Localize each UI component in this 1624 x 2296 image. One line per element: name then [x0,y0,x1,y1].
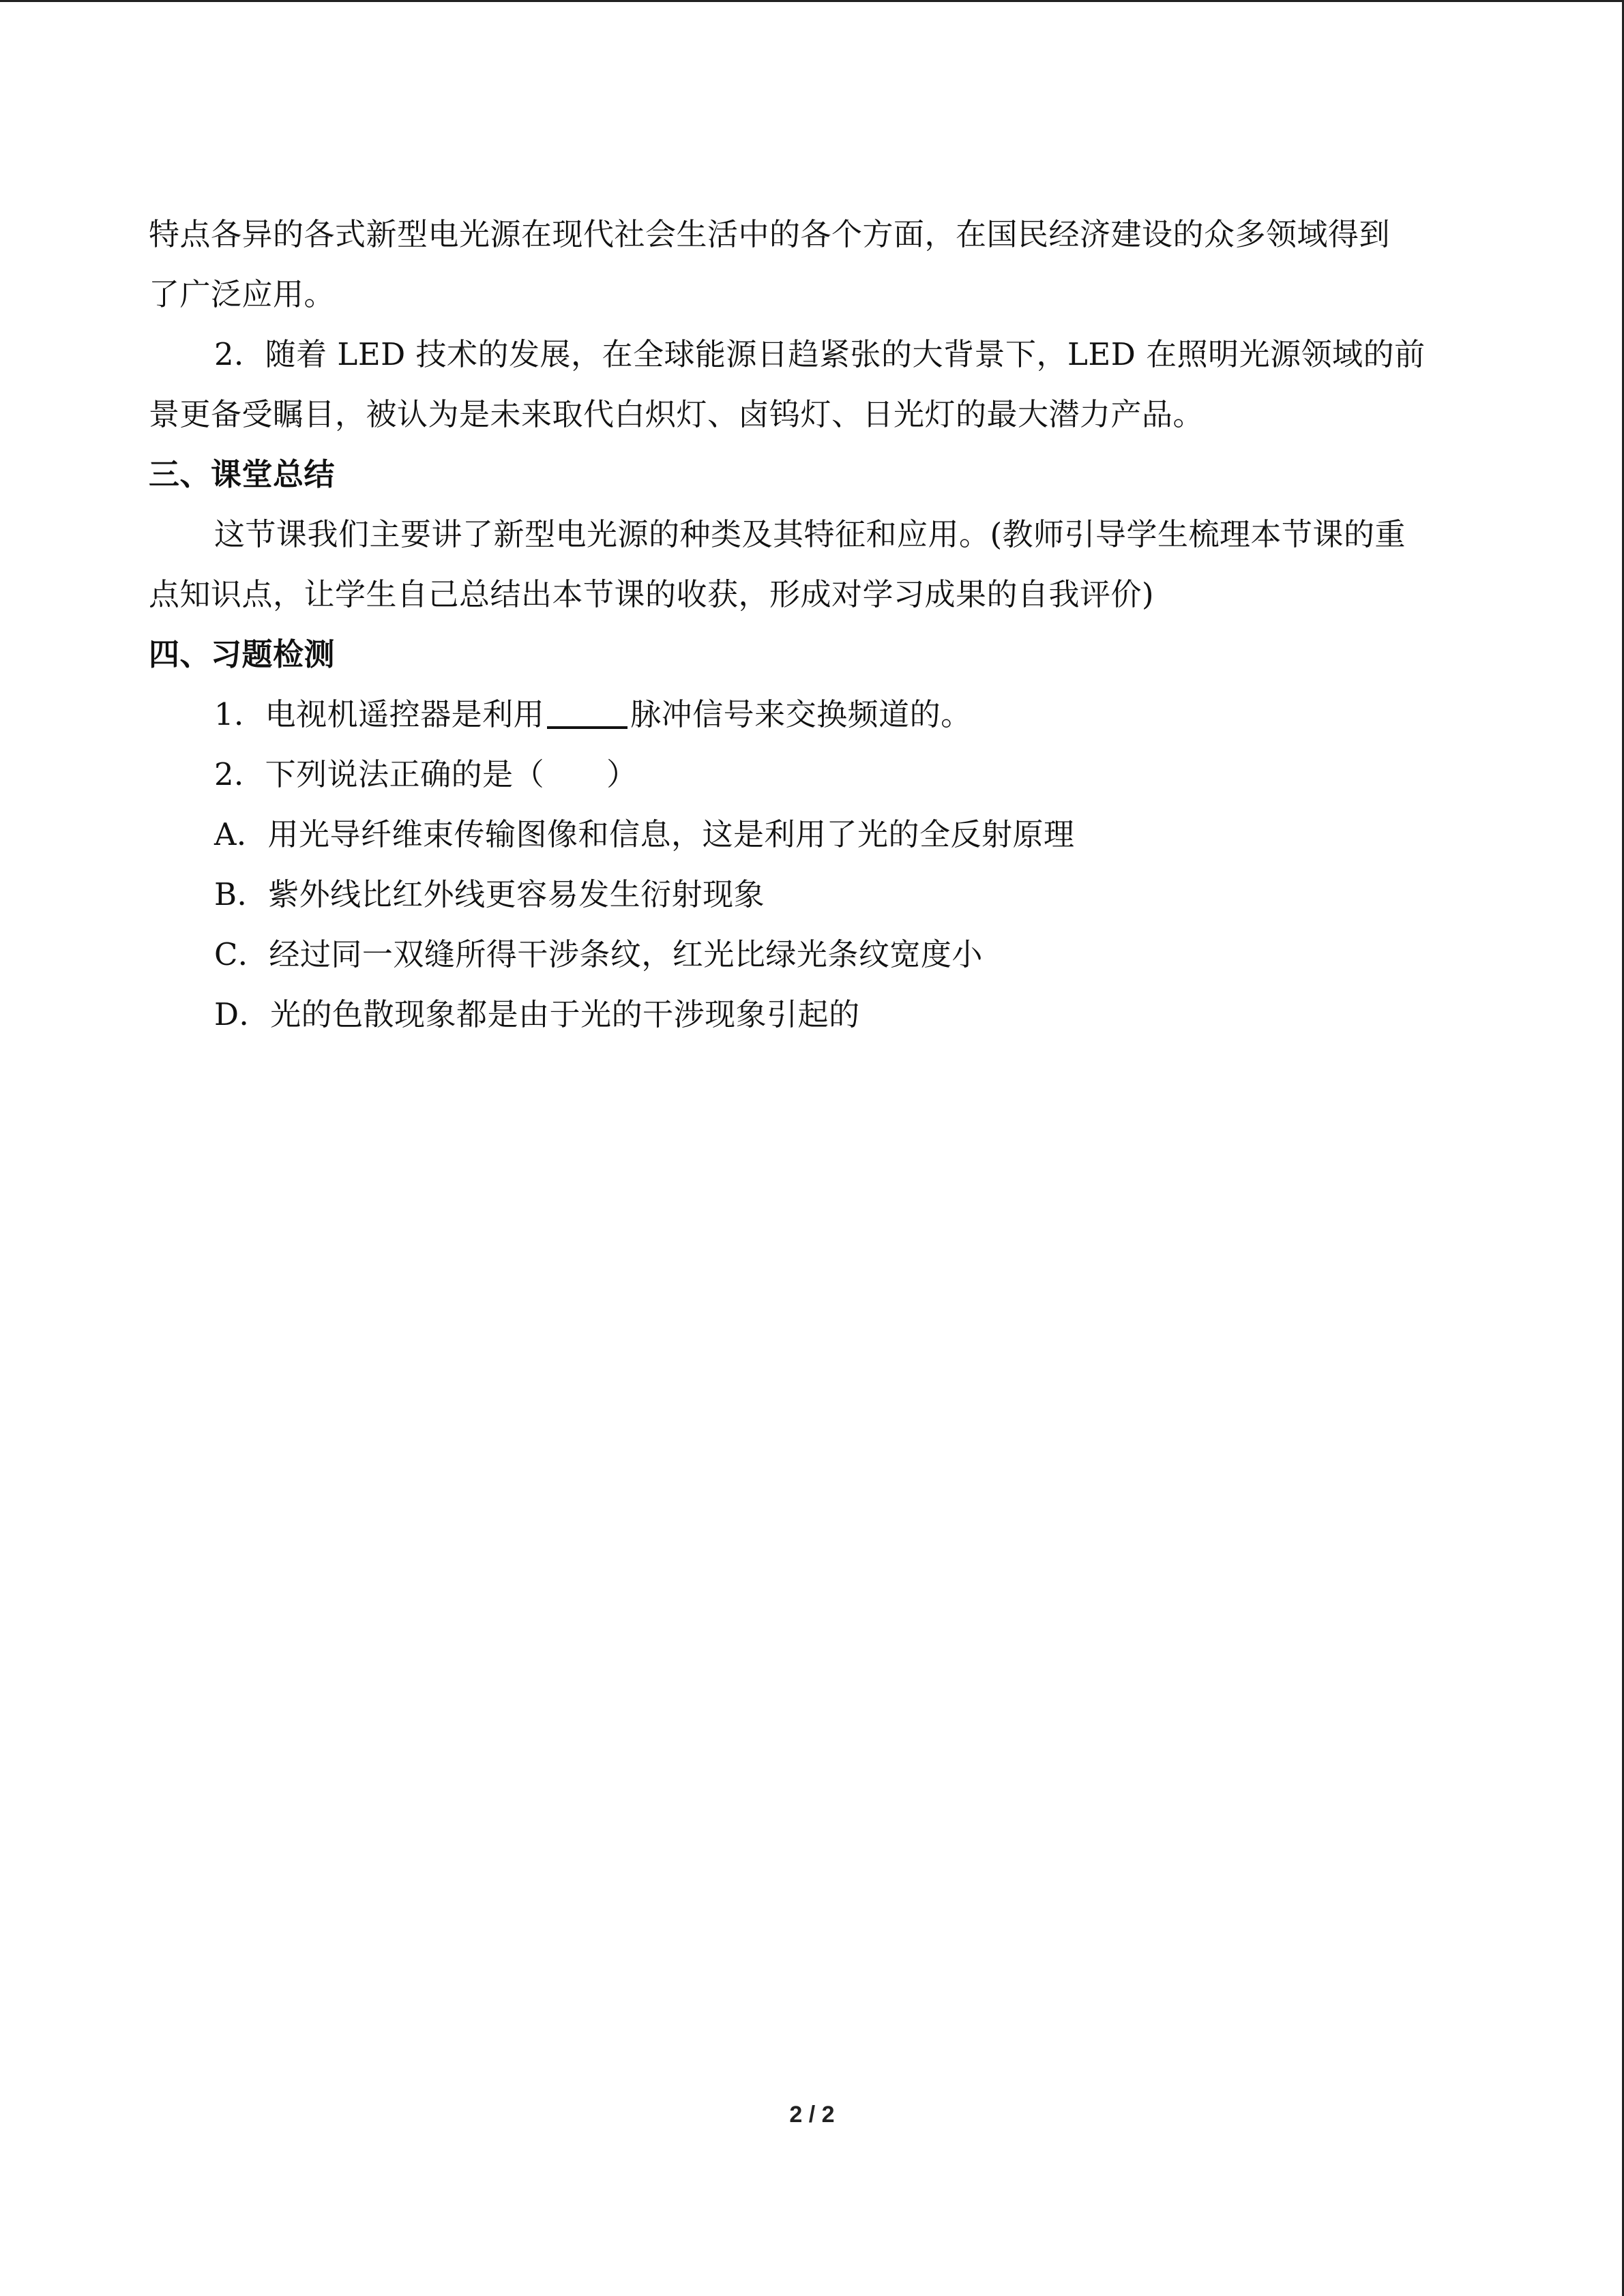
document-body [149,205,1486,1045]
option-d: D．光的色散现象都是由于光的干涉现象引起的 [214,996,860,1032]
paragraph-line: 景更备受瞩目，被认为是未来取代白炽灯、卤钨灯、日光灯的最大潜力产品。 [149,396,1205,432]
page-number: 2 / 2 [789,2102,835,2128]
question-2: 2．下列说法正确的是（ ） [214,756,638,792]
summary-line: 点知识点，让学生自己总结出本节课的收获，形成对学习成果的自我评价) [149,576,1155,612]
question-1-text-after: 脉冲信号来交换频道的。 [630,696,972,732]
question-1-text-before: 1．电视机遥控器是利用 [214,696,545,732]
option-a: A．用光导纤维束传输图像和信息，这是利用了光的全反射原理 [214,816,1075,852]
question-1 [149,685,1486,745]
paragraph-line: 了广泛应用。 [149,276,336,312]
page-top-border [0,0,1624,2]
summary-line: 这节课我们主要讲了新型电光源的种类及其特征和应用。(教师引导学生梳理本节课的重 [214,516,1406,552]
fill-in-blank [547,692,628,729]
section-heading-exercises: 四、习题检测 [149,636,336,672]
paragraph-line: 特点各异的各式新型电光源在现代社会生活中的各个方面，在国民经济建设的众多领域得到 [149,216,1391,252]
section-heading-summary: 三、课堂总结 [149,456,336,492]
option-b: B．紫外线比红外线更容易发生衍射现象 [214,876,765,912]
option-c: C．经过同一双缝所得干涉条纹，红光比绿光条纹宽度小 [214,936,983,972]
paragraph-line: 2．随着 LED 技术的发展，在全球能源日趋紧张的大背景下，LED 在照明光源领域的前 [214,336,1426,372]
